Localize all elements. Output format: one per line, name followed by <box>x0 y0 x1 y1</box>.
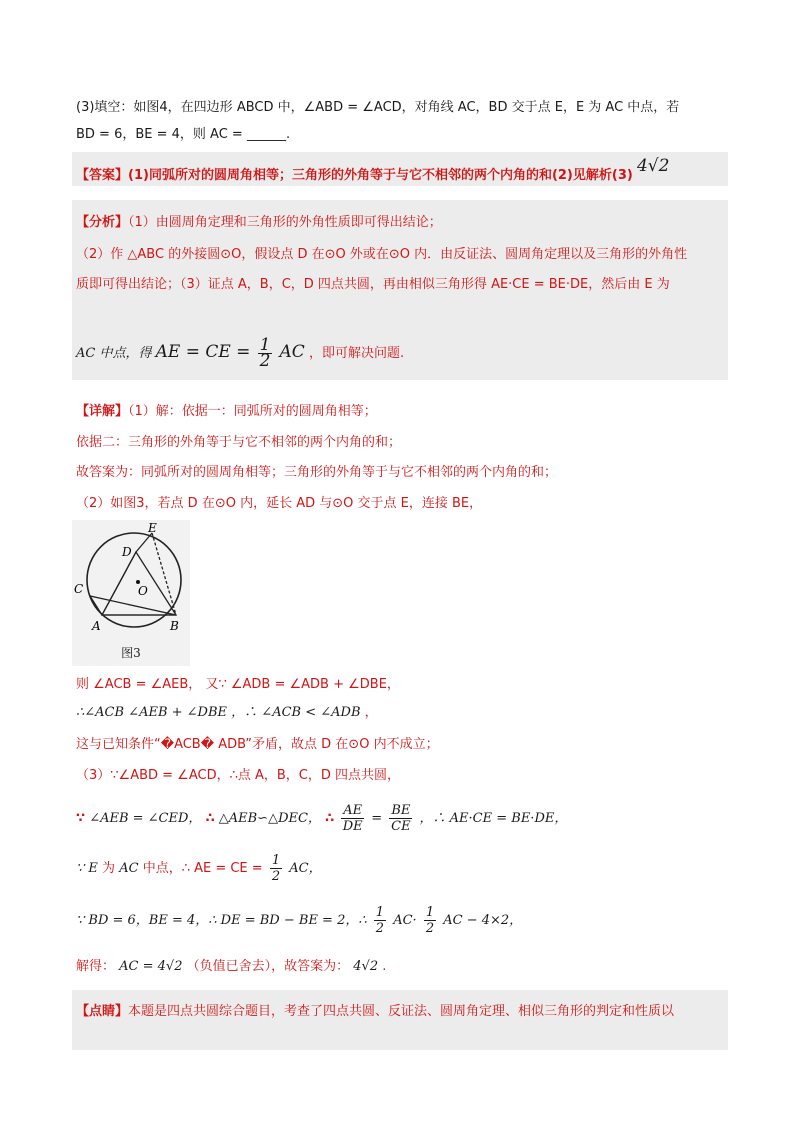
comment-text: 本题是四点共圆综合题目，考查了四点共圆、反证法、圆周角定理、相似三角形的判定和性质以 <box>128 1004 675 1019</box>
analysis-line-3: 质即可得出结论；（3）证点 A，B，C，D 四点共圆，再由相似三角形得 AE·CE = BE·DE，然后由 E 为 <box>76 277 670 292</box>
analysis-eq: AE = CE = <box>155 342 251 362</box>
answer-line <box>76 156 670 186</box>
analysis-text-1: （1）由圆周角定理和三角形的外角性质即可得出结论； <box>128 215 442 230</box>
proof-5-frac-1 <box>341 803 364 834</box>
answer-tag: 【答案】 <box>76 168 129 183</box>
answer-text: (1)同弧所对的圆周角相等；三角形的外角等于与它不相邻的两个内角的和(2)见解析(3) <box>128 168 633 183</box>
proof-5-num-2: BE <box>391 803 411 818</box>
proof-line-2 <box>76 703 378 723</box>
proof-5-num-1: AE <box>343 803 363 818</box>
figure-3 <box>72 520 190 666</box>
proof-line-4: （3）∵∠ABD = ∠ACD，∴点 A，B，C，D 四点共圆， <box>76 768 401 783</box>
proof-8c: （负值已舍去），故答案为： <box>186 959 350 974</box>
proof-5a: ∠AEB = ∠CED， <box>89 811 202 826</box>
label-o: O <box>138 584 148 598</box>
segment-be-dashed <box>152 533 176 615</box>
proof-8d: 4√2 <box>353 959 379 974</box>
proof-6c: AC <box>119 861 139 876</box>
proof-6-frac <box>270 853 282 884</box>
because-icon: ∵ <box>76 811 86 826</box>
proof-6d: 中点，∴ AE = CE = <box>142 861 263 876</box>
label-a: A <box>92 619 101 633</box>
proof-7-num-2: 1 <box>425 905 435 920</box>
therefore-icon: ∴ <box>205 811 215 826</box>
proof-5b: △AEB∽△DEC， <box>218 811 321 826</box>
proof-6-num: 1 <box>271 853 281 868</box>
analysis-frac-den: 2 <box>259 351 271 371</box>
detail-line-4: （2）如图3，若点 D 在⊙O 内，延长 AD 与⊙O 交于点 E，连接 BE， <box>76 496 483 511</box>
analysis-ac: AC 中点，得 <box>76 346 152 361</box>
question-line-1: (3)填空：如图4，在四边形 ABCD 中，∠ABD = ∠ACD，对角线 AC，BD 交于点 E，E 为 AC 中点，若 <box>76 100 680 115</box>
proof-7b: AC· <box>393 913 417 928</box>
proof-8e: . <box>382 959 387 974</box>
proof-8a: 解得： <box>76 959 116 974</box>
analysis-tail: ，即可解决问题. <box>308 346 405 361</box>
proof-line-1 <box>76 675 400 695</box>
comment-tag: 【点睛】 <box>76 1004 129 1019</box>
circle-diagram <box>72 520 190 644</box>
therefore-icon-2: ∴ <box>325 811 335 826</box>
analysis-line-4 <box>76 335 405 371</box>
proof-7-den-1: 2 <box>375 921 385 936</box>
proof-2a: ∴∠ACB ∠AEB + ∠DBE <box>76 705 228 720</box>
proof-2b: ，∴ ∠ACB < ∠ADB <box>231 705 361 720</box>
proof-5-den-2: CE <box>391 819 411 834</box>
proof-line-5 <box>76 803 567 834</box>
proof-7a: ∵ BD = 6，BE = 4，∴ DE = BD − BE = 2，∴ <box>76 913 367 928</box>
label-d: D <box>122 545 132 559</box>
proof-1a: 则 ∠ACB = ∠AEB， <box>76 677 202 692</box>
proof-5-frac-2 <box>389 803 412 834</box>
proof-5-den-1: DE <box>342 819 363 834</box>
analysis-tag: 【分析】 <box>76 215 129 230</box>
proof-6a: ∵ E <box>76 861 98 876</box>
proof-1b: 又∵ ∠ADB = ∠ADB + ∠DBE， <box>205 677 400 692</box>
proof-7c: AC − 4×2， <box>443 913 523 928</box>
detail-line-3: 故答案为：同弧所对的圆周角相等；三角形的外角等于与它不相邻的两个内角的和； <box>76 465 558 480</box>
detail-line-2: 依据二：三角形的外角等于与它不相邻的两个内角的和； <box>76 435 402 450</box>
analysis-line-2: （2）作 △ABC 的外接圆⊙O，假设点 D 在⊙O 外或在⊙O 内．由反证法、圆周角定理以及三角形的外角性 <box>76 247 688 262</box>
comment-line <box>76 1002 674 1022</box>
proof-line-7 <box>76 905 522 936</box>
detail-line-1 <box>76 402 377 422</box>
detail-tag: 【详解】 <box>76 404 129 419</box>
analysis-frac-num: 1 <box>259 335 271 355</box>
proof-line-8 <box>76 957 386 977</box>
proof-5c: ，∴ AE·CE = BE·DE， <box>419 811 568 826</box>
proof-8b: AC = 4√2 <box>119 959 183 974</box>
proof-2c: ， <box>364 705 378 720</box>
answer-value: 4√2 <box>636 156 670 176</box>
proof-5-eq: = <box>371 811 383 826</box>
proof-7-frac-2 <box>424 905 436 936</box>
analysis-line-1 <box>76 213 442 233</box>
proof-6e: AC， <box>289 861 322 876</box>
proof-6-den: 2 <box>271 869 281 884</box>
detail-text-1: （1）解：依据一：同弧所对的圆周角相等； <box>128 404 377 419</box>
label-e: E <box>148 521 157 535</box>
analysis-fraction <box>258 335 273 371</box>
label-c: C <box>74 582 84 596</box>
question-line-2: BD = 6，BE = 4，则 AC = ______. <box>76 127 291 142</box>
segment-de <box>136 533 152 552</box>
proof-line-6 <box>76 853 322 884</box>
analysis-ac-2: AC <box>279 342 305 362</box>
proof-line-3: 这与已知条件“�ACB� ADB”矛盾，故点 D 在⊙O 内不成立； <box>76 737 439 752</box>
proof-6b: 为 <box>102 861 116 876</box>
proof-7-num-1: 1 <box>375 905 385 920</box>
proof-7-frac-1 <box>374 905 386 936</box>
figure-caption: 图3 <box>121 646 141 660</box>
proof-7-den-2: 2 <box>425 921 435 936</box>
label-b: B <box>170 619 179 633</box>
